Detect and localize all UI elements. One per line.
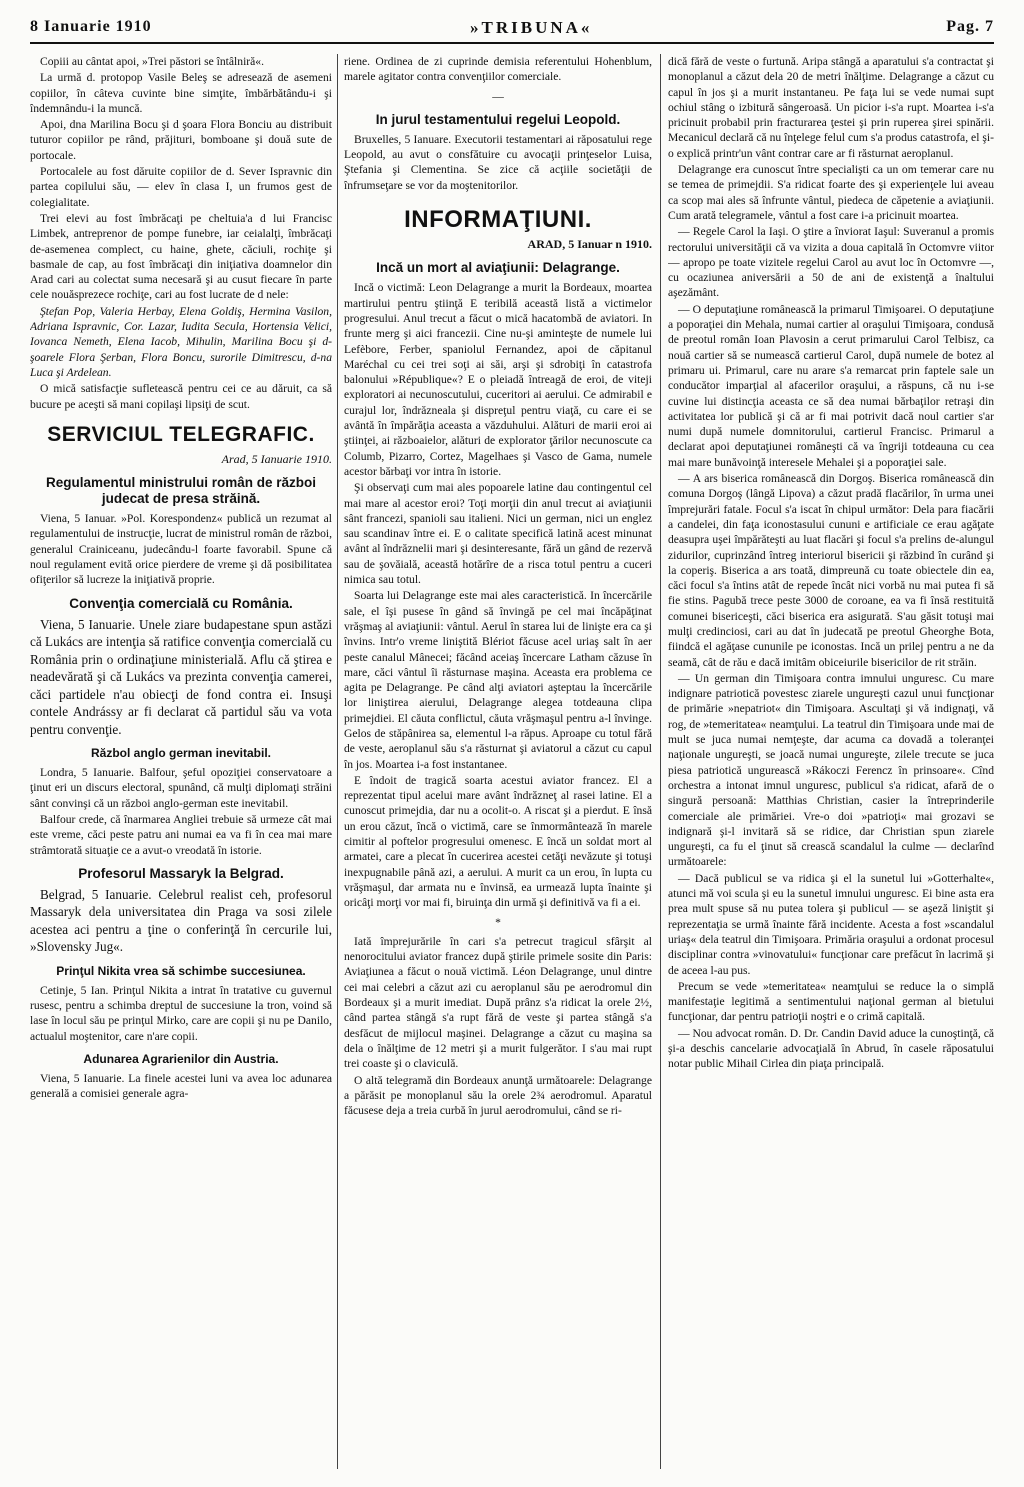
column-3: [668, 54, 994, 1474]
section-title: SERVICIUL TELEGRAFIC.: [47, 422, 315, 446]
article-paragraph: Soarta lui Delagrange este mai ales caracteristică. In încercările sale, el îşi pusese în gând să învingă pe cel mai încăpăţinat vrăşmaş al aviaţiunii: vântul. Aerul în starea lui de linişte era ca şi învins. Intr'o vreme liniştită Blériot făcuse acel uriaş salt în aer peste canalul Mânecei; făcând aceiaş încercare Latham căzuse în mare, căci vântul îi răsturnase maşina. Aceasta era problema ce agita pe Delagrange. Pe când alţi aviatori aşteptau la încercările lor liniştirea aierului, Delagrange alegea totdeauna clipa primejdiei. El căuta conflictul, căuta vrăşmaşul pentru a-l învinge. Gelos de stăpânirea sa, elementul l-a răpus. Aproape cu totul fără de veste, aeroplanul său s'a răsturnat şi aviatorul a căzut cu capul în jos. Moartea i-a fost instantanee.: [344, 589, 652, 771]
issue-date: 8 Ianuarie 1910: [30, 18, 152, 35]
headline: Regulamentul ministrului român de război judecat de presa străină.: [45, 475, 317, 507]
dateline: ARAD, 5 Ianuar n 1910.: [527, 237, 652, 252]
column-divider: [337, 54, 338, 1469]
article-paragraph: riene. Ordinea de zi cuprinde demisia referentului Hohenblum, marele agitator contra convenţiilor comerciale.: [344, 55, 652, 84]
article-paragraph: Şi observaţi cum mai ales popoarele latine dau contingentul cel mai mare al acestor eroi? Toţi morţii din anul trecut ai aviaţiunii sânt francezi, spanioli sau italieni. Nici un german, nici un englez sau scandinav între ei. E o calitate specifică latină acest minunat avânt al îndrăznelii mari şi desinteresante, fără un gând de rezervă sau de şovăială, această hotărîre de a risca totul pentru a cuceri nimica sau totul.: [344, 481, 652, 587]
headline: In jurul testamentului regelui Leopold.: [375, 111, 621, 127]
article-paragraph: Balfour crede, că înarmarea Angliei trebuie să urmeze cât mai este vreme, căci peste patru ani numai ea va fi în cea mai mare strâmtorată situaţie ce a avut-o vreodată în istorie.: [30, 813, 332, 857]
article-paragraph: Viena, 5 Ianuar. »Pol. Korespondenz« publică un rezumat al regulamentului de instrucţie, lucrat de ministrul român de război, generalul Crainiceanu, judecându-l foarte favorabil. Spune că noul regulament evită orice pierdere de vreme şi dă posibilitatea ofiţerilor să lucreze la iniţiativă proprie.: [30, 512, 332, 587]
article-paragraph: Portocalele au fost dăruite copiilor de d. Sever Ispravnic din partea copilului său, — elev în clasa I, un frumos gest de colegialitate.: [30, 165, 332, 209]
article-paragraph: E îndoit de tragică soarta acestui aviator francez. El a reprezentat tipul acelui mare avânt îndrăzneţ al rasei latine. El a cunoscut primejdia, dar nu a ocolit-o. A riscat şi a pierdut. E însă un erou căzut, încă o victimă, care se înmormântează în marele cimitir al poftelor progresului omenesc. E încă un soldat mort al armatei, care a plecat în cucerirea acestei cetăţi nevăzute şi totuşi inexpugnabile până azi, a aerului. A murit ca un erou, în lupta cu vrăşmaşul, dar armata nu e învinsă, ea urmează lupta înainte şi oricâţi morţi vor mai fi, biruinţa din urmă şi definitivă va fi a ei.: [344, 773, 652, 910]
article-paragraph: — O deputaţiune românească la primarul Timişoarei. O deputaţiune a poporaţiei din Mehala, numai cartier al oraşului Timişoara, condusă de preotul român Ioan Plavosin a cerut primarului Carol Telbisz, ca nouă cartier să se numească cartierul Carol, după numele de botez al primaru ui. Primarul, care nu arare s'a remarcat prin faptele sale un conducător imparţial al afacerilor oraşului, a răspuns, că nu i-se cuvine lui distincţia aceasta ce să dea numai bărbaţilor retraşi din activitatea lor publică şi că ar fi mai potrivit dacă noul cartier s'ar numi după numele domnitorului, cartierul Francisc. Primarul a declarat apoi deputaţiunei româneşti că va îngriji totdeauna cu cea mai mare bunăvoinţă interesele Mehalei şi a poporaţiei sale.: [668, 302, 994, 469]
article-paragraph: Precum se vede »temeritatea« neamţului se reduce la o simplă manifestaţie legitimă a sentimentului naţional german al bietului funcţionar, dar pentru patrioţii noştri e o crimă capitală.: [668, 979, 994, 1024]
article-paragraph: Delagrange era cunoscut între specialişti ca un om temerar care nu se temea de primejdii. S'a ridicat foarte des şi experienţele lui aveau ca scop mai ales să înfrunte vântul, piedeca de căpetenie a aviaţiunii. Cum arată telegramele, vântul a fost care i-a pricinuit moartea.: [668, 163, 994, 222]
article-paragraph: Apoi, dna Marilina Bocu şi d şoara Flora Bonciu au distribuit tuturor copiilor pe rând, prăjituri, bomboane şi două sute de portocale.: [30, 118, 332, 162]
article-paragraph: Copiii au cântat apoi, »Trei păstori se întâlniră«.: [40, 55, 264, 68]
headline: Incă un mort al aviaţiunii: Delagrange.: [376, 260, 620, 276]
article-paragraph: O altă telegramă din Bordeaux anunţă următoarele: Delagrange a părăsit pe monoplanul său la orele 2¾ aerodromul. Aparatul făcusese deja a treia curbă în jurul aerodromului, când se ri-: [344, 1073, 652, 1118]
headline: Adunarea Agrarienilor din Austria.: [83, 1052, 279, 1067]
masthead: [30, 18, 994, 42]
article-paragraph: O mică satisfacţie sufletească pentru cei ce au dăruit, ca să bucure pe aceşti să mani copilaşi lipsiţi de scut.: [30, 382, 332, 411]
article-paragraph: Viena, 5 Ianuarie. Unele ziare budapestane spun astăzi că Lukács are intenţia să ratifice convenţia comercială cu România prin o ordinaţiune ministerială. Aflu că ştirea e neadevărată şi că Lukács va prezinta convenţia camerei, căci partidele n'au obiecţi de fond contra ei. Insuşi contele Andrássy ar fi declarat că partidul său va vota pentru convenţie.: [30, 616, 332, 737]
page-number: Pag. 7: [946, 18, 994, 35]
article-paragraph: Ştefan Pop, Valeria Herbay, Elena Goldiş, Hermina Vasilon, Adriana Ispravnic, Cor. Lazar, Iudita Secula, Hortensia Velici, Iovanca Nemeth, Elena Iacob, Mihulin, Marilina Bocu şi d-şoarele Flora Şerban, Flora Boncu, surorile Dimitrescu, d-na Luca şi Ardelean.: [30, 304, 332, 379]
column-2: [344, 54, 652, 1474]
article-paragraph: — A ars biserica românească din Dorgoş. Biserica românească din comuna Dorgoş (lângă Lipova) a căzut pradă flacărilor, în urma unei împrejurări fatale. Focul s'a iscat în chipul următor: Dela para fiacării a candelei, din faţa iconostasului cununi e artificiale ce erau agăţate deasupra uşei împărăteşti au luat flacări şi focul s'a prelins de-alungul zidurilor, cuprinzând întreg interiorul bisericii şi răzbind în curând şi la coperiş. Biserica a ars toată, dimpreună cu toate obiectele din ea, căci focul s'a întins atât de repede încât nici vorbă nu mai putea fi să fie stins. Pagubă trece peste 3000 de coroane, ea va fi însă restituită comunei bisericeşti, căci biserica era asigurată. S'au găsit totuşi mai mulţi credinciosi, cari au dat în judecată pe preotul Gheorghe Bota, fiindcă el agăţase cununile pe iconostas. Incă un prilej pentru a ne da seamă, cât de rău e dacă imitâm obiceiurile bisericilor de rit străin.: [668, 472, 994, 669]
newspaper-title: »TRIBUNA«: [470, 18, 593, 37]
article-paragraph: La urmă d. protopop Vasile Beleş se adresează de asemeni copiilor, în câteva cuvinte bine simţite, îmbărbătându-i şi îndemnându-i la muncă.: [30, 71, 332, 115]
article-paragraph: Bruxelles, 5 Ianuare. Executorii testamentari ai răposatului rege Leopold, au avut o consfătuire cu avocaţii prinţeselor Luisa, Ştefania şi Clementina. Se zice că acţiile societăţii de înfrumseţare se vor da moştenitorilor.: [344, 132, 652, 192]
column-1: [30, 54, 332, 1474]
article-paragraph: — Nou advocat român. D. Dr. Candin David aduce la cunoştinţă, că şi-a deschis cancelarie advocaţială în Abrud, în casele răposatului notar public Mihail Cirlea din piaţa principală.: [668, 1026, 994, 1071]
article-paragraph: Cetinje, 5 Ian. Prinţul Nikita a intrat în tratative cu guvernul rusesc, pentru a schimba dreptul de succesiune la tron, voind să lase în locul său pe prinţul Mirko, care are copii şi nu pe Danilo, actualul moştenitor, care n'are copii.: [30, 983, 332, 1043]
column-divider: [660, 54, 661, 1469]
article-paragraph: — Un german din Timişoara contra imnului unguresc. Cu mare indignare patriotică povestesc ziarele ungureşti cazul unui funcţionar de primărie »nepatriot« din Timişoara. Ascultaţi şi vă indignaţi, vă rog, de »temeritatea« neamţului. La teatrul din Timişoara unde mai de mult se juca numai nemţeşte, dar acuma ca dovadă a toleranţei naţionale ungureşti, se joacă numai ungureşte, zilele trecute se juca piesa patriotică ungurească »Rákoczi Ferencz în prinsoare«. Cînd orchestra a intonat imnul unguresc, publicul s'a ridicat, afară de o singură persoană: Matthias Christian, casier la întreprinderile comerciale ale primăriei. Vre-o doi »patrioţi« mai grozavi se indignară şi-l invitară să se ridice, dar Christian spun ziarele ungureşti, ca fu el ţinut să crească scandalul la culme — declarînd următoarele:: [668, 671, 994, 869]
article-paragraph: — Regele Carol la Iaşi. O ştire a înviorat Iaşul: Suveranul a promis rectorului universităţii că va vizita a doua capitală în Octomvre viitor — apropo pe toate vizitele regelui Carol au avut loc în Octomvre —, cu ocaziunea aniversării a 50 de ani de existenţă a înaltului aşezământ.: [668, 225, 994, 300]
article-paragraph: Trei elevi au fost îmbrăcaţi pe cheltuia'a d lui Francisc Limbek, antreprenor de pompe funebre, iar ceialalţi, îmbrăcaţi de-asemenea complect, cu haine, ghete, căciuli, rochiţe şi basmale de cap, au fost îmbrăcaţi din iniţiativa doamnelor din Arad cari au colectat suma necesară şi au cusut fiecare în parte cele nouăsprezece rochiţe, cari au fost lucrate de d nele:: [30, 211, 332, 302]
separator: *: [495, 915, 501, 929]
article-paragraph: Belgrad, 5 Ianuarie. Celebrul realist ceh, profesorul Massaryk dela universitatea din Praga va sosi zilele acestea aci pentru a ţine o conferinţă în cercurile lui, »Slovensky Jug«.: [30, 886, 332, 955]
header-rule: [30, 42, 994, 44]
article-paragraph: Iată împrejurările în cari s'a petrecut tragicul sfârşit al nenorocitului aviator francez după ştirile primele sosite din Paris: Aviaţiunea a făcut o nouă victimă. Léon Delagrange, unul dintre cei mai celebri a căzut azi cu aeroplanul său pe aerodromul din Bordeaux şi a murit imediat. După prânz s'a ridicat la orele 2½, când partea stângă s'a rupt fără de veste şi partea stângă s'a desfăcut de mijlocul maşinei. Delagrange a căzut cu maşina sa dela o înălţime de 12 metri şi a murit fulgerător. I s'au mai rupt trei coaste şi o claviculă.: [344, 934, 652, 1071]
headline: Războl anglo german inevitabil.: [90, 746, 272, 761]
article-paragraph: dică fără de veste o furtună. Aripa stângă a aparatului s'a contractat şi monoplanul a căzut dela 20 de metri înălţime. Delagrange a căzut cu capul în jos şi a murit instantaneu. Pe faţa lui se vede numai supt ochiul stâng o izbitură sângeroasă. Un picior i-s'a rupt. Moartea i-s'a pricinuit probabil prin fracturarea ţestei şi prin ruperea şirei spinării. Mecanicul declară că nu înţelege felul cum s'a produs catastrofa, el şi-o explică printr'un vânt contrar care ar fi răsturnat aeroplanul.: [668, 55, 994, 160]
article-paragraph: — Dacă publicul se va ridica şi el la sunetul lui »Gotterhalte«, atunci mă voi scula şi eu la sunetul imnului unguresc. Ei bine asta era prea mult spuse să nu putea tolera şi publicul — se aşeză liniştit şi reprezentaţia se urmă înainte fără incidente. Acesta a fost »scandalul uriaş« dela teatrul din Timişoara. Primăria oraşului a ordonat procesul disciplinar contra »vinovatului« funcţionar care prefăcut în lacrimă şi de aceea l-au pus.: [668, 871, 994, 977]
dateline: Arad, 5 Ianuarie 1910.: [221, 451, 332, 466]
section-title: INFORMAŢIUNI.: [404, 206, 592, 234]
article-paragraph: Londra, 5 Ianuarie. Balfour, şeful opoziţiei conservatoare a ţinut eri un discurs electoral, spunând, că mulţi diplomaţi străini sânt convinşi că un război anglo-german este inevitabil.: [30, 766, 332, 810]
headline: Convenţia comercială cu România.: [69, 595, 293, 611]
headline: Prinţul Nikita vrea să schimbe succesiunea.: [56, 963, 306, 978]
separator: —: [492, 89, 504, 103]
article-paragraph: Viena, 5 Ianuarie. La finele acestei luni va avea loc adunarea generală a comisiei generale agra-: [30, 1072, 332, 1101]
article-paragraph: Incă o victimă: Leon Delagrange a murit la Bordeaux, moartea martirului pentru ştiinţă E teribilă această listă a victimelor progresului. Anul trecut a făcut o mică hacatombă de aviatori. In frunte merg şi aici francezii. Cine nu-şi aminteşte de numele lui Lefèbore, Ferber, spaniolul Fernandez, apoi de căpitanul Maréchal cu cei trei soţi ai săi, arşi şi sdrobiţi în catastrofa balonului »République«? E o pleiadă întreagă de eroi, de viteji exploratori ai necunoscutului, cuceritori ai aerului. Ce admirabil e curajul lor, îndrăzneala şi dispreţul pentru viaţă, cu care ei se avântă în împărăţia aceasta a văzduhului. Alături de marii eroi ai ştiinţei, ai războaielor, alături de explorator ţărilor necunoscute ca Columb, Pizarro, Cortez, Magelhaes şi Vasco de Gama, numele acestor bărbaţi vor intra în istorie.: [344, 281, 652, 478]
headline: Profesorul Massaryk la Belgrad.: [78, 865, 284, 881]
